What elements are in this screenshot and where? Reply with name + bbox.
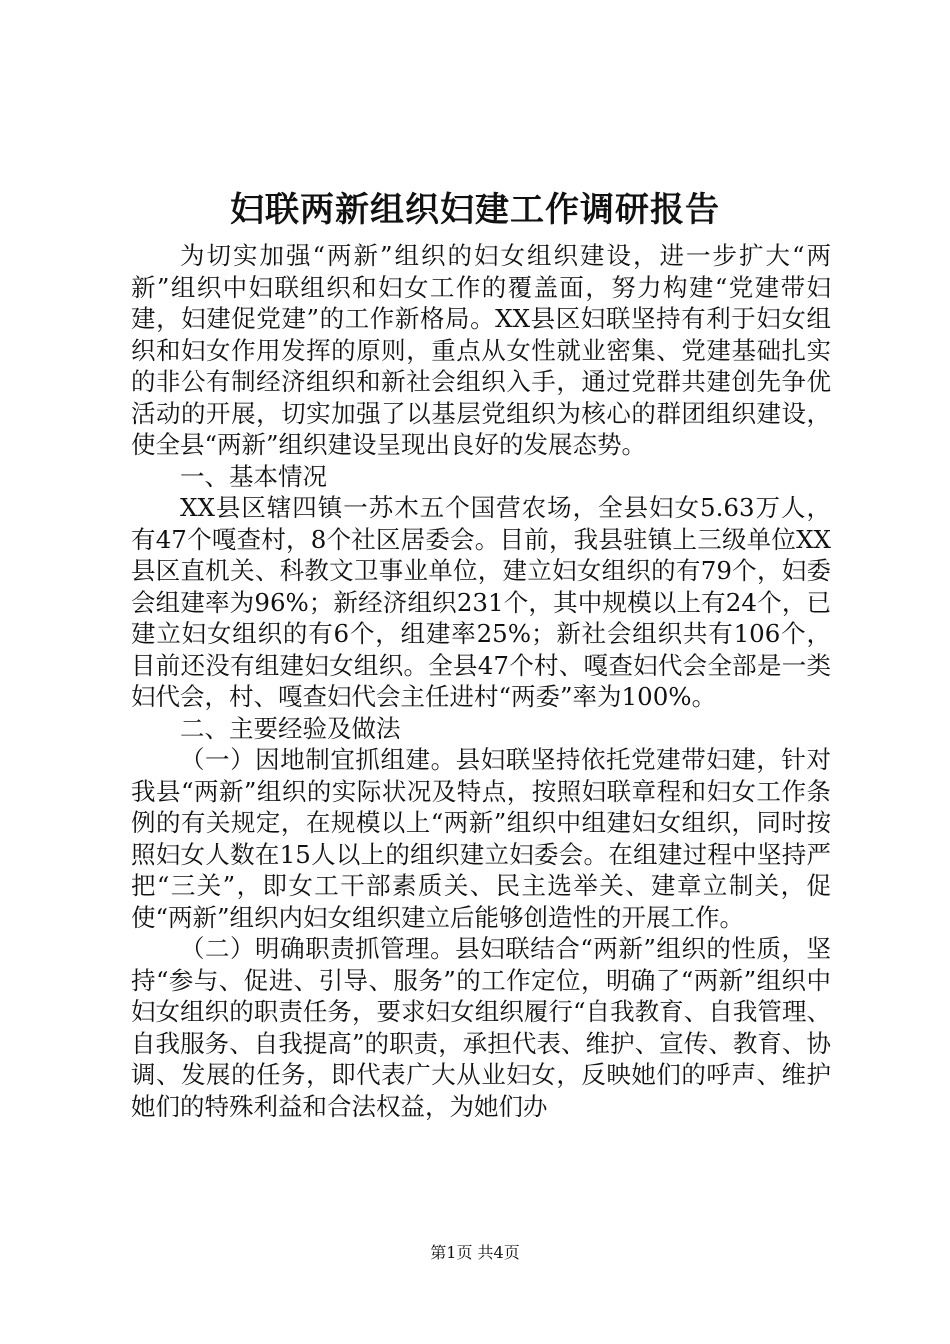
section-heading-main-experience: 二、主要经验及做法 <box>180 713 401 743</box>
basic-situation-paragraph: XX县区辖四镇一苏木五个国营农场，全县妇女5.63万人，有47个嘎查村，8个社区居委会。目前，我县驻镇上三级单位XX县区直机关、科教文卫事业单位，建立妇女组织的有79个，妇委会组建率为96%；新经济组织231个，其中规模以上有24个，已建立妇女组织的有6个，组建率25%；新社会组织共有106个，目前还没有组建妇女组织。全县47个村、嘎查妇代会全部是一类妇代会，村、嘎查妇代会主任进村“两委”率为100%。 <box>131 493 831 711</box>
page-footer: 第1页 共4页 <box>430 1243 520 1262</box>
intro-paragraph: 为切实加强“两新”组织的妇女组织建设，进一步扩大“两新”组织中妇联组织和妇女工作的覆盖面，努力构建“党建带妇建，妇建促党建”的工作新格局。XX县区妇联坚持有利于妇女组织和妇女作用发挥的原则，重点从女性就业密集、党建基础扎实的非公有制经济组织和新社会组织入手，通过党群共建创先争优活动的开展，切实加强了以基层党组织为核心的群团组织建设，使全县“两新”组织建设呈现出良好的发展态势。 <box>131 241 831 459</box>
document-title: 妇联两新组织妇建工作调研报告 <box>230 190 720 230</box>
document-body <box>131 240 831 1122</box>
experience-paragraph-2: （二）明确职责抓管理。县妇联结合“两新”组织的性质，坚持“参与、促进、引导、服务”的工作定位，明确了“两新”组织中妇女组织的职责任务，要求妇女组织履行“自我教育、自我管理、自我服务、自我提高”的职责，承担代表、维护、宣传、教育、协调、发展的任务，即代表广大从业妇女，反映她们的呼声、维护她们的特殊利益和合法权益，为她们办 <box>131 934 831 1121</box>
experience-paragraph-1: （一）因地制宜抓组建。县妇联坚持依托党建带妇建，针对我县“两新”组织的实际状况及特点，按照妇联章程和妇女工作条例的有关规定，在规模以上“两新”组织中组建妇女组织，同时按照妇女人数在15人以上的组织建立妇委会。在组建过程中坚持严把“三关”，即女工干部素质关、民主选举关、建章立制关，促使“两新”组织内妇女组织建立后能够创造性的开展工作。 <box>131 745 831 932</box>
section-heading-basic-situation: 一、基本情况 <box>180 461 327 491</box>
